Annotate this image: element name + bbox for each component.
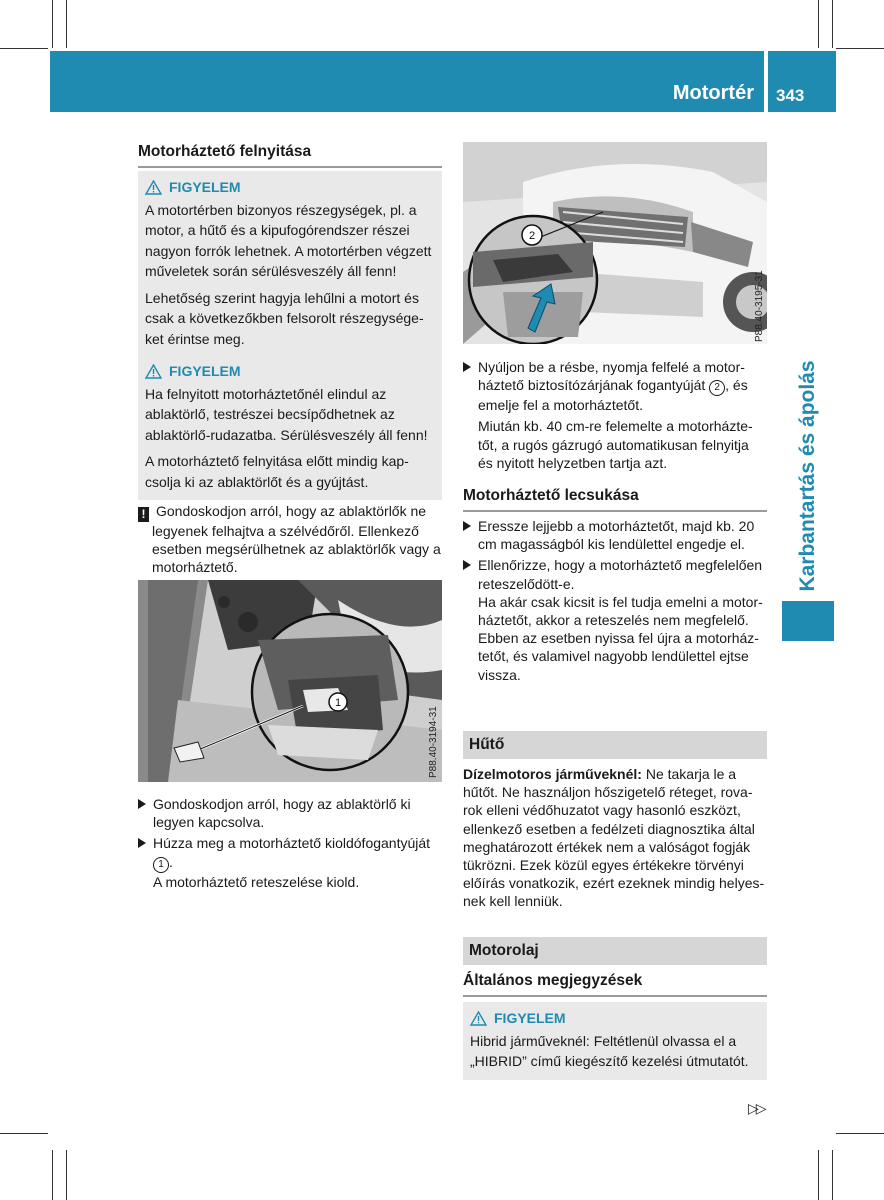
- warning-box: [138, 171, 442, 357]
- step-text: Húzza meg a motorháztető kioldófogantyúját: [153, 835, 431, 852]
- warning-text: A motortérben bizonyos részegységek, pl. a motor, a hűtő és a kipufogórendszer részei nagyon forrók lehetnek. A motortérben végzett műveletek során sérülésveszély áll fenn!: [145, 201, 432, 279]
- release-handle-illustration: [138, 580, 442, 782]
- side-tab-label: Karbantartás és ápolás: [796, 360, 819, 592]
- step-text: , és emelje fel a motorháztetőt.: [478, 377, 748, 414]
- exclamation-icon: !: [138, 507, 149, 522]
- illustration-release-handle: [138, 580, 442, 782]
- callout-2: 2: [528, 230, 536, 242]
- section-title: Motortér: [672, 82, 754, 104]
- bullet-arrow-icon: [138, 838, 146, 848]
- warning-triangle-icon: [145, 364, 162, 379]
- continue-mark: ▷▷: [748, 1100, 764, 1116]
- page-number: 343: [776, 86, 805, 105]
- warning-text: Lehetőség szerint hagyja lehűlni a motort és csak a következőkben felsorolt részegységeket érintse meg.: [145, 289, 424, 347]
- list-item: [463, 358, 767, 414]
- warning-title: FIGYELEM: [169, 179, 241, 195]
- radiator-bold: Dízelmotoros járműveknél:: [463, 766, 642, 782]
- crop-mark: [818, 1150, 819, 1200]
- step-result: Miután kb. 40 cm-re felemelte a motorháztetőt, a rugós gázrugó automatikusan felnyitja és nyitott helyzetben tartja azt.: [478, 418, 753, 471]
- image-code: P88.40-3195-31: [754, 270, 765, 342]
- bullet-arrow-icon: [463, 521, 471, 531]
- step-result: Ha akár csak kicsit is fel tudja emelni a motorháztetőt, akkor a reteszelés nem megfelelő. Ebben az esetben nyissa fel újra a motorháztetőt, és valamivel nagyobb lendülettel ejtse vissza.: [478, 593, 763, 683]
- crop-mark: [832, 1150, 833, 1200]
- step-text: .: [169, 853, 173, 870]
- warning-title: FIGYELEM: [494, 1010, 566, 1026]
- radiator-text: Ne takarja le a hűtőt. Ne használjon hőszigetelő réteget, rovarok elleni védőhuzatot vagy hasonló eszközt, ellenkező esetben a fedélzeti diagnosztika által meghatározott értékek nem a valóságot fogják tükrözni. Ezek közül egyes értékekre törvényi előírás vonatkozik, ezért ezeknek mindig helyesnek kell lenniük.: [463, 766, 765, 910]
- crop-mark: [818, 0, 819, 48]
- illustration-hood-catch: [463, 142, 767, 344]
- crop-mark: [832, 0, 833, 48]
- heading-close-hood: Motorháztető lecsukása: [463, 487, 767, 512]
- warning-triangle-icon: [470, 1011, 487, 1026]
- header-bar: [50, 51, 764, 112]
- callout-1: 1: [334, 697, 342, 709]
- image-code: P88.40-3194-31: [428, 706, 439, 778]
- list-item: [138, 834, 438, 890]
- step-text: Ellenőrizze, hogy a motorháztető megfelelően reteszelődött-e.: [478, 557, 763, 592]
- heading-general-notes: Általános megjegyzések: [463, 972, 767, 997]
- side-tab: [782, 601, 834, 641]
- steps-left: [138, 795, 438, 891]
- heading-radiator: Hűtő: [463, 731, 767, 759]
- notice-text: Gondoskodjon arról, hogy az ablaktörlők ne legyenek felhajtva a szélvédőről. Ellenkező esetben megsérülhetnek az ablaktörlők vagy a motorháztető.: [152, 503, 441, 576]
- crop-mark: [836, 1133, 884, 1134]
- warning-triangle-icon: [145, 180, 162, 195]
- list-item: [463, 517, 767, 553]
- list-item: [138, 795, 438, 831]
- warning-box: [138, 355, 442, 500]
- callout-number: 2: [709, 380, 725, 396]
- steps-close: [463, 517, 767, 684]
- warning-text: Ha felnyitott motorháztetőnél elindul az ablaktörlő, testrészei becsípődhetnek az ablaktörlő-rudazatba. Sérülésveszély áll fenn!: [145, 385, 428, 443]
- bullet-arrow-icon: [138, 799, 146, 809]
- heading-engine-oil: Motorolaj: [463, 937, 767, 965]
- step-text: Nyúljon be a résbe, nyomja felfelé a motorháztető biztosítózárjának fogantyúját: [478, 359, 745, 394]
- crop-mark: [0, 48, 48, 49]
- list-item: [463, 556, 767, 683]
- warning-header: [145, 361, 435, 382]
- warning-text: A motorháztető felnyitása előtt mindig kapcsolja ki az ablaktörlőt és a gyújtást.: [145, 453, 409, 490]
- crop-mark: [66, 0, 67, 48]
- step-text: Eressze lejjebb a motorháztetőt, majd kb. 20 cm magasságból kis lendülettel engedje el.: [478, 518, 755, 553]
- crop-mark: [836, 48, 884, 49]
- warning-text: Hibrid járműveknél: Feltétlenül olvassa el a „HIBRID” című kiegészítő kezelési útmutatót.: [470, 1032, 749, 1069]
- callout-number: 1: [153, 857, 169, 873]
- warning-box: [463, 1002, 767, 1080]
- hood-catch-illustration: [463, 142, 767, 344]
- step-result: A motorháztető reteszelése kiold.: [153, 873, 360, 890]
- bullet-arrow-icon: [463, 362, 471, 372]
- notice: [138, 502, 456, 577]
- heading-open-hood: Motorháztető felnyitása: [138, 143, 442, 168]
- step-text: Gondoskodjon arról, hogy az ablaktörlő ki legyen kapcsolva.: [153, 796, 411, 831]
- warning-header: [470, 1008, 760, 1029]
- bullet-arrow-icon: [463, 560, 471, 570]
- warning-title: FIGYELEM: [169, 363, 241, 379]
- crop-mark: [66, 1150, 67, 1200]
- warning-header: [145, 177, 435, 198]
- crop-mark: [52, 0, 53, 48]
- radiator-paragraph: [463, 765, 767, 911]
- crop-mark: [0, 1133, 48, 1134]
- steps-right: [463, 358, 767, 472]
- crop-mark: [52, 1150, 53, 1200]
